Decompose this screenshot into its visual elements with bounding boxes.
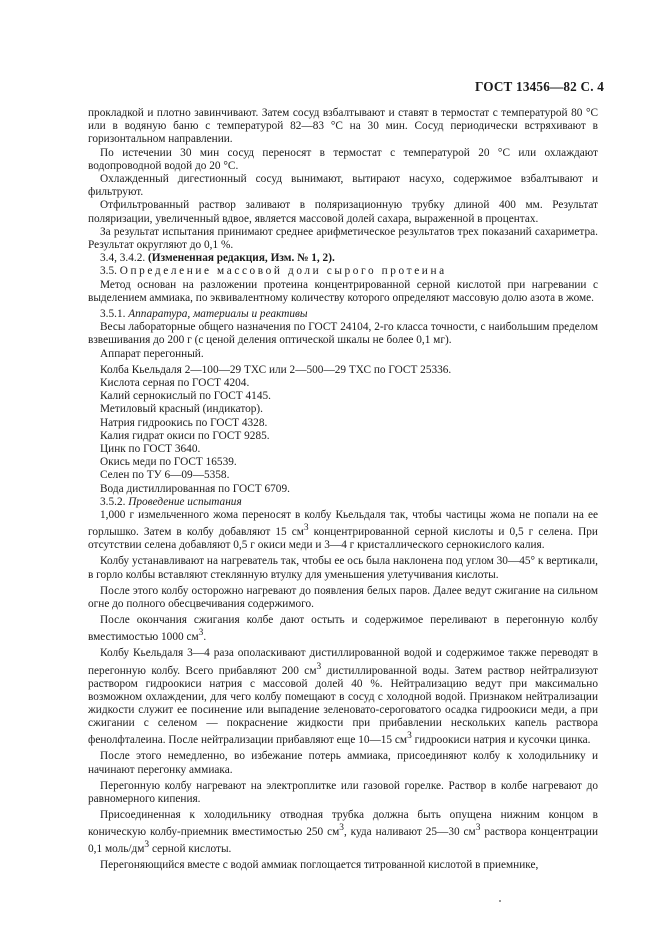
section-number: 3.5.2. — [100, 495, 126, 508]
paragraph: По истечении 30 мин сосуд переносят в термостат с температурой 20 °С или охлаждают водопроводной водой до 20 °С. — [88, 146, 598, 172]
list-item: Натрия гидроокись по ГОСТ 4328. — [100, 416, 268, 429]
paragraph: Охлажденный дигестионный сосуд вынимают, вытирают насухо, содержимое взбалтывают и фильтруют. — [88, 173, 598, 199]
document-body — [88, 107, 598, 873]
paragraph: Перегоняющийся вместе с водой аммиак поглощается титрованной кислотой в приемнике, — [100, 859, 539, 872]
page-header: ГОСТ 13456—82 С. 4 — [474, 79, 604, 94]
list-item: Колба Кьельдаля 2—100—29 ТХС или 2—500—29 ТХС по ГОСТ 25336. — [100, 363, 452, 376]
paragraph: Колбу устанавливают на нагреватель так, чтобы ее ось была наклонена под углом 30—45° к вертикали, в горло колбы вставляют стеклянную втулку для уменьшения улетучивания кислоты. — [88, 555, 598, 581]
paragraph: После окончания сжигания колбе дают остыть и содержимое переливают в перегонную колбу вместимостью 1000 $см^3$. — [88, 614, 598, 644]
list-item: Вода дистиллированная по ГОСТ 6709. — [100, 482, 290, 495]
paragraph: Колбу Кьельдаля 3—4 раза ополаскивают дистиллированной водой и содержимое также переводят в перегонную колбу. Всего прибавляют 200 $см^3$ дистиллированной воды. Затем раствор нейтрализуют раствором гидроокиси натрия с массовой долей 40 %. Нейтрализацию ведут при максимально возможном охлаждении, для чего колбу помещают в сосуд с холодной водой. Признаком нейтрализации жидкости служит ее посинение или выпадение зеленовато-сероговатого осадка гидроокиси меди, а при сжигании с селеном — покраснение жидкости при прибавлении нескольких капель раствора фенолфталеина. После нейтрализации прибавляют еще 10—15 $см^3$ гидроокиси натрия и кусочки цинка. — [88, 647, 598, 747]
paragraph: Весы лабораторные общего назначения по ГОСТ 24104, 2-го класса точности, с наибольшим пределом взвешивания до 200 г (с ценой деления оптической шкалы не более 0,1 мг). — [88, 321, 598, 347]
section-heading — [88, 265, 598, 278]
list-item: Калия гидрат окиси по ГОСТ 9285. — [100, 429, 270, 442]
paragraph: Отфильтрованный раствор заливают в поляризационную трубку длиной 400 мм. Результат поляризации, увеличенный вдвое, является массовой долей сахара, выраженной в процентах. — [88, 199, 598, 225]
list-item: Окись меди по ГОСТ 16539. — [100, 456, 237, 469]
paragraph: За результат испытания принимают среднее арифметическое результатов трех показаний сахариметра. Результат округляют до 0,1 %. — [88, 225, 598, 252]
list-item: Метиловый красный (индикатор). — [100, 403, 263, 416]
amendment-note — [88, 252, 598, 265]
paragraph: Перегонную колбу нагревают на электроплитке или газовой горелке. Раствор в колбе нагревают до равномерного кипения. — [88, 779, 598, 806]
paragraph: Присоединенная к холодильнику отводная трубка должна быть опущена нижним концом в коническую колбу-приемник вместимостью 250 $см^3$, куда наливают 25—30 $см^3$ раствора концентрации 0,1 моль/$дм^3$ серной кислоты. — [88, 809, 598, 856]
amendment-text: (Измененная редакция, Изм. № 1, 2). — [148, 252, 335, 265]
subsection-heading — [88, 308, 598, 321]
paragraph: После этого немедленно, во избежание потерь аммиака, присоединяют колбу к холодильнику и начинают перегонку аммиака. — [88, 750, 598, 776]
list-item: Цинк по ГОСТ 3640. — [100, 443, 201, 456]
list-item: Селен по ТУ 6—09—5358. — [100, 469, 230, 482]
list-item: Аппарат перегонный. — [100, 347, 204, 360]
list-item: Кислота серная по ГОСТ 4204. — [100, 377, 250, 390]
subsection-title: Аппаратура, материалы и реактивы — [128, 308, 308, 321]
paragraph: Метод основан на разложении протеина концентрированной серной кислотой при нагревании с выделением аммиака, по эквивалентному количеству которого определяют массовую долю азота в жоме. — [88, 278, 598, 304]
paragraph: прокладкой и плотно завинчивают. Затем сосуд взбалтывают и ставят в термостат с температурой 80 °С или в водяную баню с температурой 82—83 °С на 30 мин. Сосуд периодически встряхивают в горизонтальном направлении. — [88, 107, 598, 146]
section-number: 3.4, 3.4.2. — [100, 252, 146, 265]
paragraph: 1,000 г измельченного жома переносят в колбу Кьельдаля так, чтобы частицы жома не попали на ее горлышко. Затем в колбу добавляют 15 $см^3$ концентрированной серной кислоты и 0,5 г селена. При отсутствии селена добавляют 0,5 г окиси меди и 3—4 г кристаллического сернокислого калия. — [88, 509, 598, 552]
subsection-title: Проведение испытания — [128, 495, 242, 508]
section-title: Определение массовой доли сырого протеина — [119, 265, 447, 278]
section-number: 3.5. — [100, 265, 117, 278]
section-number: 3.5.1. — [100, 308, 126, 321]
subsection-heading — [88, 496, 598, 509]
list-item: Калий сернокислый по ГОСТ 4145. — [100, 390, 271, 403]
paragraph: После этого колбу осторожно нагревают до появления белых паров. Далее ведут сжигание на сильном огне до полного обесцвечивания содержимого. — [88, 584, 598, 611]
scan-dot — [499, 900, 501, 902]
